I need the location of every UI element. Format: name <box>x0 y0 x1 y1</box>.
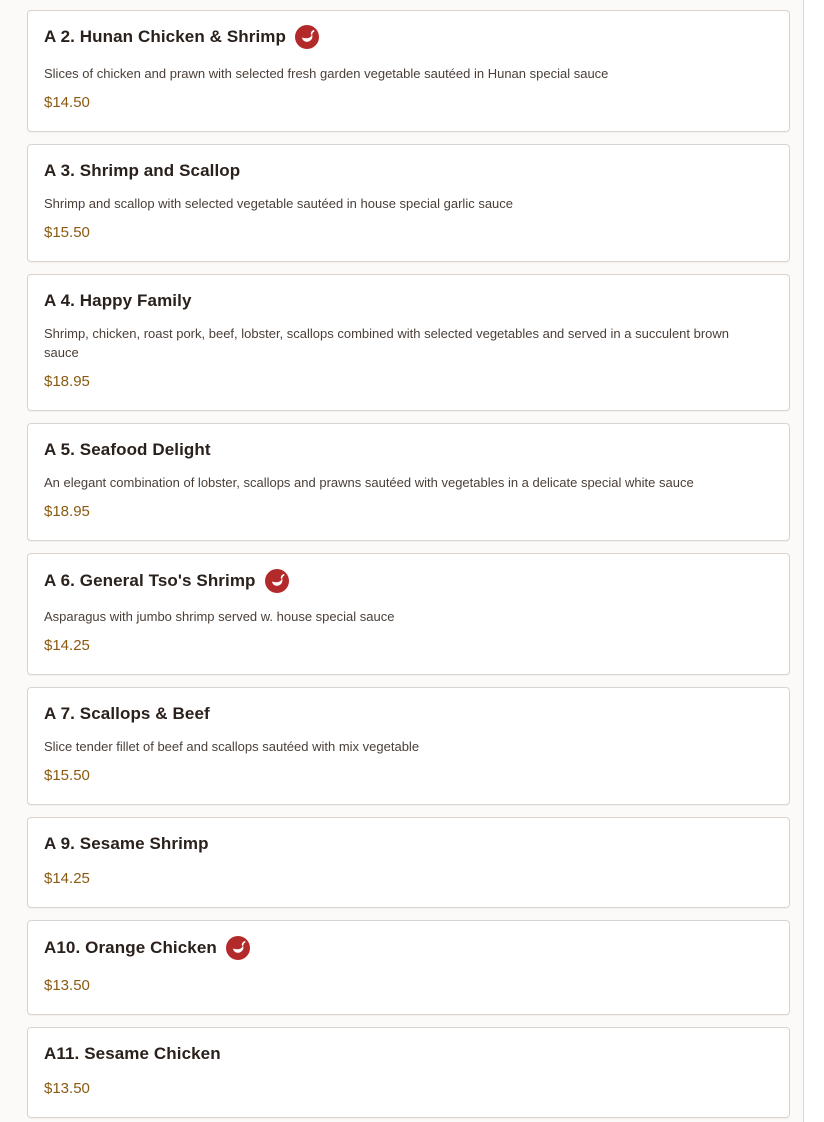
spicy-chili-icon <box>226 936 250 960</box>
item-title-row <box>44 936 250 960</box>
item-title: A 4. Happy Family <box>44 291 192 310</box>
item-price: $14.25 <box>44 870 90 887</box>
item-title: A 6. General Tso's Shrimp <box>44 571 256 590</box>
menu-item-card[interactable] <box>27 553 790 675</box>
item-price: $15.50 <box>44 767 90 784</box>
item-title: A10. Orange Chicken <box>44 938 217 957</box>
item-description: Shrimp and scallop with selected vegetable sautéed in house special garlic sauce <box>44 196 514 211</box>
spicy-chili-icon <box>265 569 289 593</box>
item-description: Slices of chicken and prawn with selected fresh garden vegetable sautéed in Hunan special sauce <box>44 66 609 81</box>
item-title: A 2. Hunan Chicken & Shrimp <box>44 27 286 46</box>
item-price: $14.25 <box>44 637 90 654</box>
spicy-chili-icon <box>295 25 319 49</box>
item-price: $18.95 <box>44 503 90 520</box>
item-price: $15.50 <box>44 224 90 241</box>
item-description: Slice tender fillet of beef and scallops sautéed with mix vegetable <box>44 739 420 754</box>
item-description: Shrimp, chicken, roast pork, beef, lobster, scallops combined with selected vegetables and served in a succulent brown sauce <box>44 326 730 360</box>
menu-item-card[interactable] <box>27 144 790 262</box>
menu-item-card[interactable] <box>27 423 790 541</box>
item-description: Asparagus with jumbo shrimp served w. house special sauce <box>44 609 395 624</box>
item-title-row <box>44 832 209 856</box>
menu-item-card[interactable] <box>27 920 790 1015</box>
menu-item-card[interactable] <box>27 10 790 132</box>
menu-item-card[interactable] <box>27 687 790 805</box>
item-price: $14.50 <box>44 94 90 111</box>
item-title: A11. Sesame Chicken <box>44 1044 221 1063</box>
item-title-row <box>44 438 211 462</box>
menu-item-card[interactable] <box>27 274 790 411</box>
item-title-row <box>44 25 319 49</box>
item-title: A 5. Seafood Delight <box>44 440 211 459</box>
menu-item-card[interactable] <box>27 1027 790 1118</box>
item-title: A 3. Shrimp and Scallop <box>44 161 241 180</box>
item-price: $13.50 <box>44 1080 90 1097</box>
item-title: A 7. Scallops & Beef <box>44 704 210 723</box>
item-price: $18.95 <box>44 373 90 390</box>
menu-item-card[interactable] <box>27 817 790 908</box>
scroll-gutter <box>804 0 824 1122</box>
item-description: An elegant combination of lobster, scallops and prawns sautéed with vegetables in a delicate special white sauce <box>44 475 694 490</box>
item-title-row <box>44 702 210 726</box>
item-title-row <box>44 1042 221 1066</box>
item-title: A 9. Sesame Shrimp <box>44 834 209 853</box>
item-title-row <box>44 159 240 183</box>
item-title-row <box>44 569 289 593</box>
item-title-row <box>44 289 192 313</box>
item-price: $13.50 <box>44 977 90 994</box>
